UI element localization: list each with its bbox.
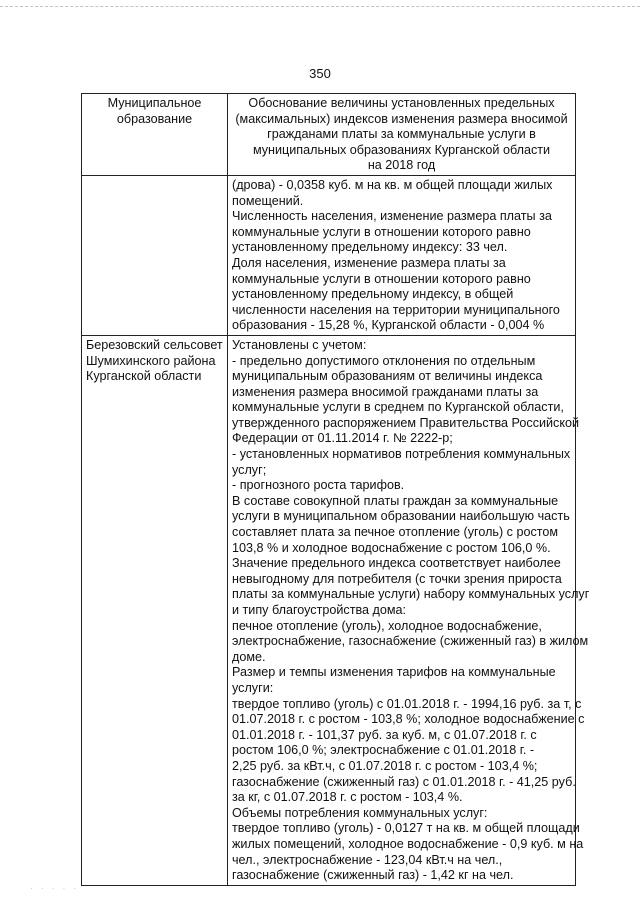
text-line: изменения размера вносимой гражданами платы за <box>232 384 539 399</box>
text-line: помещений. <box>232 193 304 208</box>
text-line: численности населения на территории муниципального <box>232 302 560 317</box>
text-line: установленному предельному индексу: 33 чел. <box>232 240 508 255</box>
text-line: - установленных нормативов потребления коммунальных <box>232 447 571 462</box>
text-line: услуги: <box>232 680 274 695</box>
municipality-cell <box>82 335 228 885</box>
header-municipality-line: образование <box>116 111 193 126</box>
text-line: чел., электроснабжение - 123,04 кВт.ч на чел., <box>232 852 503 867</box>
header-municipality-line: Муниципальное <box>107 96 202 110</box>
text-line: 01.01.2018 г. - 101,37 руб. за куб. м, с 01.07.2018 г. с <box>232 727 537 742</box>
text-line: 103,8 % и холодное водоснабжение с ростом 106,0 %. <box>232 540 551 555</box>
text-line: утвержденного распоряжением Правительства Российской <box>232 415 580 430</box>
justification-cell <box>228 335 590 885</box>
text-line: 2,25 руб. за кВт.ч, с 01.07.2018 г. с ростом - 103,4 %; <box>232 758 538 773</box>
text-line: платы за коммунальные услуги) набору коммунальных услуг <box>232 587 590 602</box>
text-line: Размер и темпы изменения тарифов на коммунальные <box>232 665 556 680</box>
text-line: и типу благоустройства дома: <box>232 603 407 617</box>
text-line: жилых помещений, холодное водоснабжение - 0,9 куб. м на <box>232 836 584 851</box>
text-line: установленному предельному индексу, в общей <box>232 287 514 302</box>
text-line: Федерации от 01.11.2014 г. № 2222-р; <box>232 431 453 446</box>
text-line: муниципальным образованиям от величины индекса <box>232 369 543 384</box>
municipality-name-line: Березовский сельсовет <box>86 337 223 352</box>
header-municipality <box>82 94 228 176</box>
text-line: ростом 106,0 %; электроснабжение с 01.01.2018 г. - <box>232 743 535 758</box>
text-line: услуги в муниципальном образовании наибольшую часть <box>232 509 570 524</box>
text-line: Объемы потребления коммунальных услуг: <box>232 805 488 820</box>
text-line: коммунальные услуги в отношении которого равно <box>232 224 531 239</box>
text-line: электроснабжение, газоснабжение (сжиженный газ) в жилом <box>232 634 589 649</box>
justification-cell-continuation <box>228 175 576 335</box>
text-line: твердое топливо (уголь) с 01.01.2018 г. - 1994,16 руб. за т, с <box>232 696 582 711</box>
municipality-name-line: Курганской области <box>86 369 202 384</box>
text-line: за кг, с 01.07.2018 г. с ростом - 103,4 %. <box>232 790 463 805</box>
scan-edge-top <box>0 6 640 9</box>
text-line: доме. <box>232 649 266 664</box>
text-line: Значение предельного индекса соответствует наиболее <box>232 556 561 571</box>
text-line: твердое топливо (уголь) - 0,0127 т на кв. м общей площади <box>232 821 580 836</box>
table-row-berezovsky <box>82 335 576 885</box>
text-line: образования - 15,28 %, Курганской области - 0,004 % <box>232 318 545 333</box>
header-justification-line: муниципальных образованиях Курганской области <box>252 142 551 157</box>
header-justification-line: гражданами платы за коммунальные услуги в <box>267 127 536 142</box>
text-line: В составе совокупной платы граждан за коммунальные <box>232 493 559 508</box>
text-line: - прогнозного роста тарифов. <box>232 478 405 493</box>
text-line: газоснабжение (сжиженный газ) с 01.01.2018 г. - 41,25 руб. <box>232 774 576 789</box>
text-line: Численность населения, изменение размера платы за <box>232 209 552 224</box>
table-row-continuation <box>82 175 576 335</box>
text-line: невыгодному для потребителя (с точки зрения прироста <box>232 571 562 586</box>
text-line: услуг; <box>232 462 267 477</box>
header-justification-line: (максимальных) индексов изменения размера вносимой <box>235 111 568 126</box>
page-number: 350 <box>309 66 331 81</box>
header-justification-line: на 2018 год <box>367 158 436 173</box>
text-line: газоснабжение (сжиженный газ) - 1,42 кг на чел. <box>232 868 514 883</box>
municipality-cell-empty <box>82 175 228 335</box>
municipality-name-line: Шумихинского района <box>86 353 216 368</box>
text-line: печное отопление (уголь), холодное водоснабжение, <box>232 618 542 633</box>
text-line: 01.07.2018 г. с ростом - 103,8 %; холодное водоснабжение с <box>232 712 585 727</box>
tariff-justification-table <box>81 93 590 886</box>
text-line: составляет плата за печное отопление (уголь) с ростом <box>232 525 559 540</box>
text-line: (дрова) - 0,0358 куб. м на кв. м общей площади жилых <box>232 177 553 192</box>
text-line: - предельно допустимого отклонения по отдельным <box>232 353 536 368</box>
header-justification-line: Обоснование величины установленных предельных <box>248 96 555 110</box>
scan-artifact-bottom: · · · · · <box>30 884 80 893</box>
table-header-row <box>82 94 576 176</box>
header-justification <box>228 94 576 176</box>
text-line: коммунальные услуги в среднем по Курганской области, <box>232 400 564 415</box>
text-line: коммунальные услуги в отношении которого равно <box>232 271 531 286</box>
text-line: Установлены с учетом: <box>232 337 367 352</box>
text-line: Доля населения, изменение размера платы за <box>232 255 506 270</box>
